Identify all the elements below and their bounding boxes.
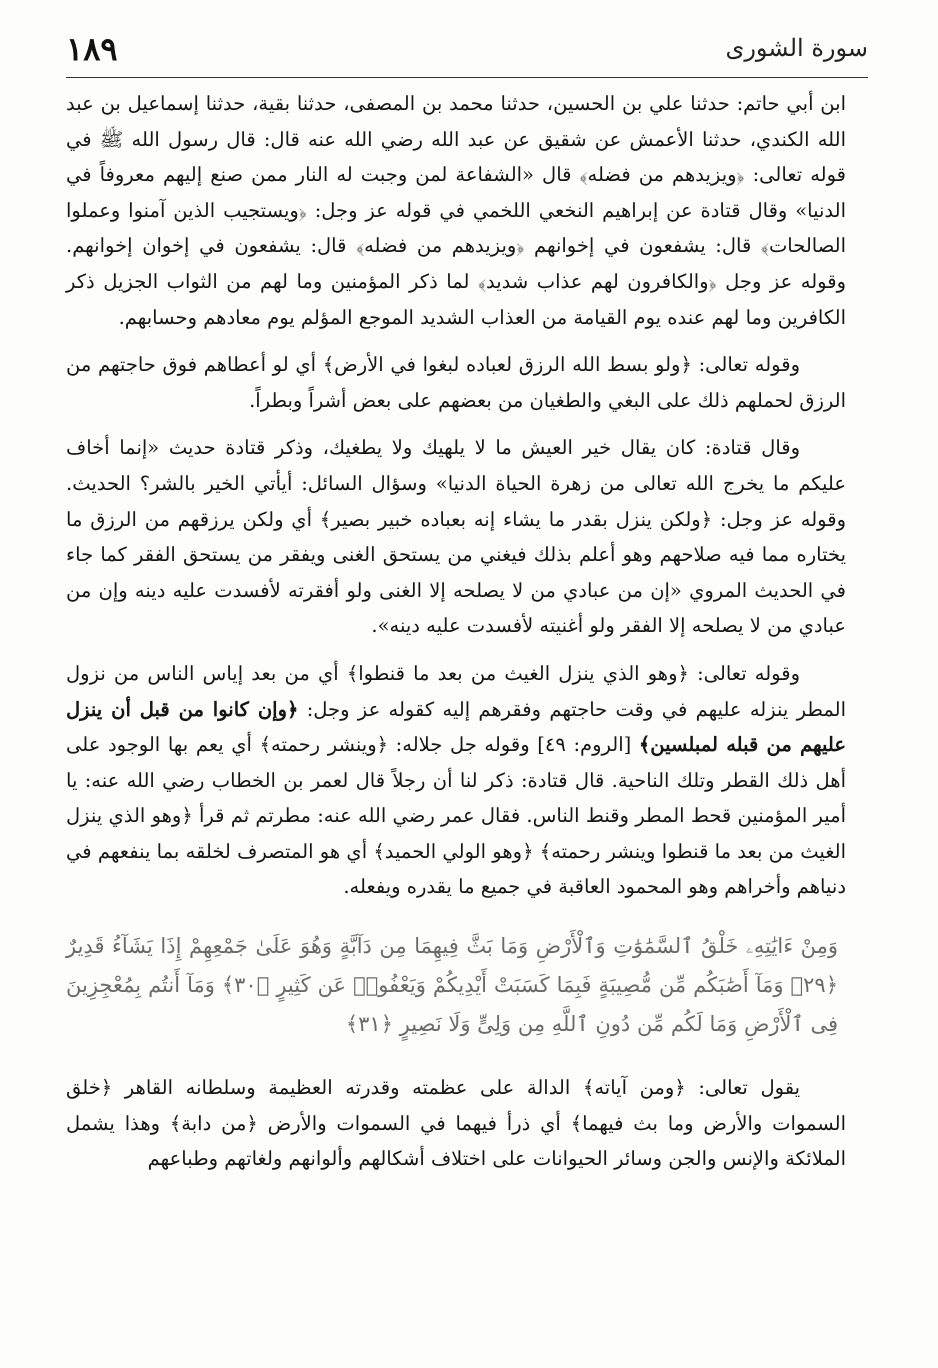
paragraph-4-text-b: [الروم: ٤٩] وقوله جل جلاله: ﴿وينشر رحمته﴾ أي يعم بها الوجود على أهل ذلك القطر وتلك الناحية. قال قتادة: ذكر لنا أن رجلاً قال لعمر بن الخطاب رضي الله عنه: يا أمير المؤمنين قحط المطر وقنط الناس. فقال عمر رضي الله عنه: مطرتم ثم قرأ ﴿وهو الذي ينزل الغيث من بعد ما قنطوا وينشر رحمته﴾ ﴿وهو الولي الحميد﴾ أي هو المتصرف لخلقه بما ينفعهم في دنياهم وأخراهم وهو المحمود العاقبة في جميع ما يقدره ويفعله. <box>66 733 846 899</box>
quran-verses-block: وَمِنْ ءَايَٰتِهِۦ خَلْقُ ٱلسَّمَٰوَٰتِ وَٱلْأَرْضِ وَمَا بَثَّ فِيهِمَا مِن دَآبَّةٍ وَهُوَ عَلَىٰ جَمْعِهِمْ إِذَا يَشَآءُ قَدِيرٌ ﴿٢٩﴾ وَمَآ أَصَٰبَكُم مِّن مُّصِيبَةٍ فَبِمَا كَسَبَتْ أَيْدِيكُمْ وَيَعْفُوا۟ عَن كَثِيرٍ ﴿٣٠﴾ وَمَآ أَنتُم بِمُعْجِزِينَ فِى ٱلْأَرْضِ وَمَا لَكُم مِّن دُونِ ٱللَّهِ مِن وَلِىٍّ وَلَا نَصِيرٍ ﴿٣١﴾ <box>66 934 838 1037</box>
paragraph-3: وقال قتادة: كان يقال خير العيش ما لا يلهيك ولا يطغيك، وذكر قتادة حديث «إنما أخاف عليكم ما يخرج الله تعالى من زهرة الحياة الدنيا» وسؤال السائل: أيأتي الخير بالشر؟ الحديث. وقوله عز وجل: ﴿ولكن ينزل بقدر ما يشاء إنه بعباده خبير بصير﴾ أي ولكن يرزقهم من الرزق ما يختاره مما فيه صلاحهم وهو أعلم بذلك فيغني من يستحق الغنى ويفقر من يستحق الفقر كما جاء في الحديث المروي «إن من عبادي من لا يصلحه إلا الغنى ولو أفقرته لأفسدت عليه دينه وإن من عبادي من لا يصلحه إلا الفقر ولو أغنيته لأفسدت عليه دينه». <box>66 436 846 638</box>
paragraph-5: يقول تعالى: ﴿ومن آياته﴾ الدالة على عظمته وقدرته العظيمة وسلطانه القاهر ﴿خلق السموات والأرض وما بث فيهما﴾ أي ذرأ فيهما في السموات والأرض ﴿من دابة﴾ وهذا يشمل الملائكة والإنس والجن وسائر الحيوانات على اختلاف أشكالهم وألوانهم ولغاتهم وطباعهم <box>66 1076 846 1171</box>
surah-title: سورة الشورى <box>725 34 868 62</box>
quote-rum-verse: ﴿وإن كانوا من قبل أن ينزل عليهم من قبله لمبلسين﴾ <box>66 697 846 757</box>
page-number: ١٨٩ <box>66 30 118 68</box>
paragraph-1: ابن أبي حاتم: حدثنا علي بن الحسين، حدثنا محمد بن المصفى، حدثنا بقية، حدثنا إسماعيل بن عبد الله الكندي، حدثنا الأعمش عن شقيق عن عبد الله رضي الله عنه قال: قال رسول الله ﷺ في قوله تعالى: ﴿ويزيدهم من فضله﴾ قال «الشفاعة لمن وجبت له النار ممن صنع إليهم معروفاً في الدنيا» وقال قتادة عن إبراهيم النخعي اللخمي في قوله عز وجل: ﴿ويستجيب الذين آمنوا وعملوا الصالحات﴾ قال: يشفعون في إخوانهم ﴿ويزيدهم من فضله﴾ قال: يشفعون في إخوان إخوانهم. وقوله عز وجل ﴿والكافرون لهم عذاب شديد﴾ لما ذكر المؤمنين وما لهم من الثواب الجزيل ذكر الكافرين وما لهم عنده يوم القيامة من العذاب الشديد الموجع المؤلم يوم معادهم وحسابهم. <box>66 92 846 329</box>
paragraph-4-text-a: وقوله تعالى: ﴿وهو الذي ينزل الغيث من بعد ما قنطوا﴾ أي من بعد إياس الناس من نزول المطر ينزله عليهم في وقت حاجتهم وفقرهم إليه كقوله عز وجل: <box>66 661 846 721</box>
header-divider <box>66 77 868 78</box>
page-header <box>66 28 868 74</box>
paragraph-4 <box>66 656 846 905</box>
paragraph-2: وقوله تعالى: ﴿ولو بسط الله الرزق لعباده لبغوا في الأرض﴾ أي لو أعطاهم فوق حاجتهم من الرزق لحملهم ذلك على البغي والطغيان من بعضهم على بعض أشراً وبطراً. <box>66 353 846 412</box>
page-body <box>66 86 846 1189</box>
